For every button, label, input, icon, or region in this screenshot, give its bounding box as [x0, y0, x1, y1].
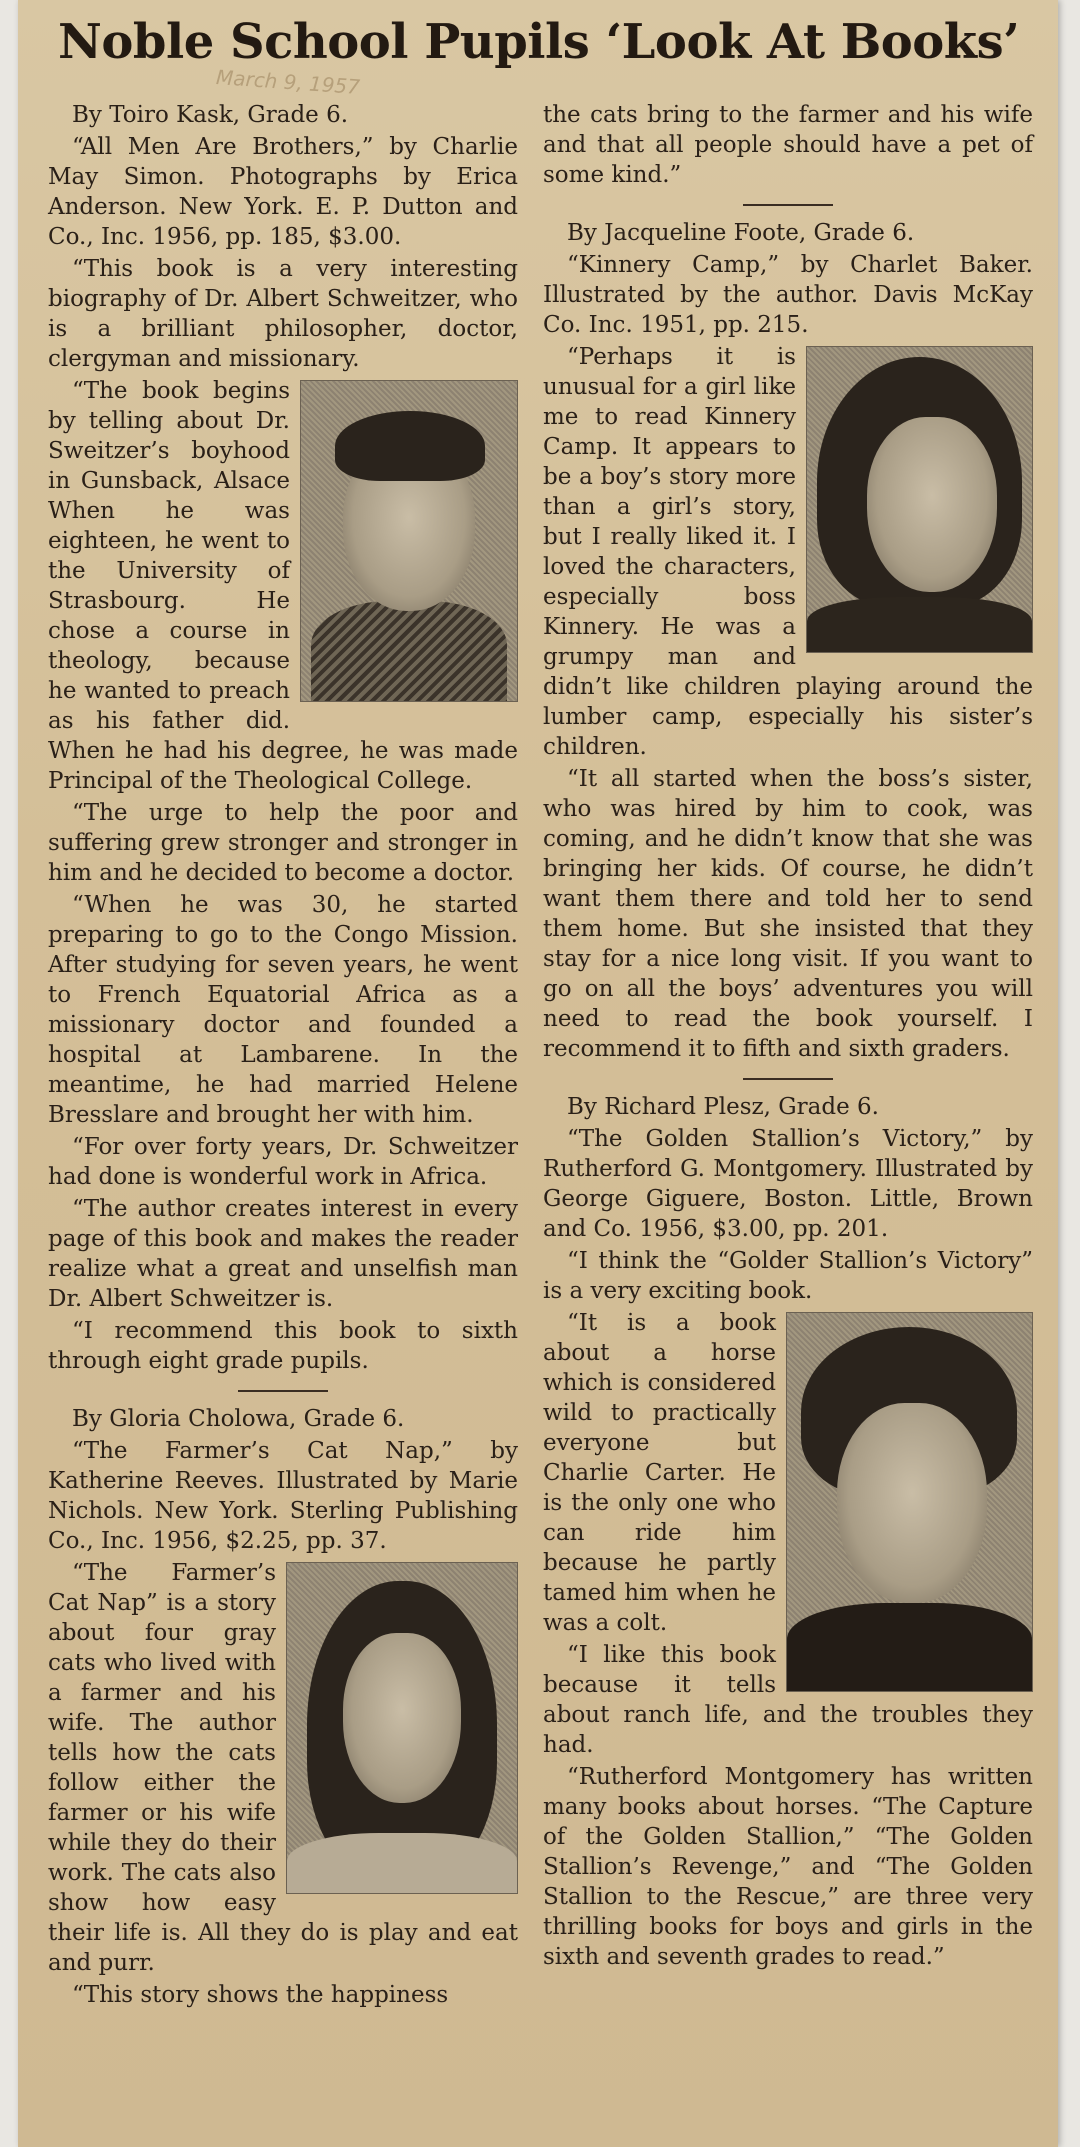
review2-continued: the cats bring to the farmer and his wife and that all people should have a pet of some kind.”	[543, 102, 1033, 188]
review4-byline: By Richard Plesz, Grade 6.	[567, 1094, 879, 1120]
review3-paragraph: “Perhaps it is unusual for a girl like me to read Kinnery Camp. It appears to be a boy’s story more than a girl’s story, but I really liked it. I loved the characters, especially boss Kinnery. He was a grumpy man and didn’t like children playing around the lumber camp, especially his sister’s children.	[543, 344, 1033, 760]
review1-paragraph: “For over forty years, Dr. Schweitzer had done is wonderful work in Africa.	[48, 1134, 518, 1190]
review1-byline: By Toiro Kask, Grade 6.	[72, 102, 349, 128]
review3-citation: “Kinnery Camp,” by Charlet Baker. Illustrated by the author. Davis McKay Co. Inc. 1951, pp. 215.	[543, 252, 1033, 338]
left-column	[48, 100, 518, 2012]
handwritten-date: March 9, 1957	[215, 65, 361, 99]
review4-citation: “The Golden Stallion’s Victory,” by Rutherford G. Montgomery. Illustrated by George Giguere, Boston. Little, Brown and Co. 1956, $3.00, pp. 201.	[543, 1126, 1033, 1242]
headline: Noble School Pupils ‘Look At Books’	[58, 14, 1020, 70]
review1-paragraph: “This book is a very interesting biography of Dr. Albert Schweitzer, who is a brilliant philosopher, doctor, clergyman and missionary.	[48, 256, 518, 372]
review1-paragraph: “The author creates interest in every page of this book and makes the reader realize what a great and unselfish man Dr. Albert Schweitzer is.	[48, 1196, 518, 1312]
review3-paragraph: “It all started when the boss’s sister, who was hired by him to cook, was coming, and he didn’t know that she was bringing her kids. Of course, he didn’t want them there and told her to send them home. But she insisted that they stay for a nice long visit. If you want to go on all the boys’ adventures you will need to read the book yourself. I recommend it to fifth and sixth graders.	[543, 766, 1033, 1062]
review2-byline: By Gloria Cholowa, Grade 6.	[72, 1406, 405, 1432]
section-divider	[743, 1078, 833, 1080]
review4-paragraph: “Rutherford Montgomery has written many books about horses. “The Capture of the Golden Stallion,” “The Golden Stallion’s Revenge,” and “The Golden Stallion to the Rescue,” are three very thrilling books for boys and girls in the sixth and seventh grades to read.”	[543, 1764, 1033, 1970]
review4-paragraph: “I like this book because it tells about ranch life, and the troubles they had.	[543, 1642, 1033, 1758]
photo-richard-plesz	[786, 1312, 1033, 1692]
review3-byline: By Jacqueline Foote, Grade 6.	[567, 220, 915, 246]
photo-jacqueline-foote	[806, 346, 1033, 653]
review2-paragraph: “This story shows the happiness	[72, 1982, 449, 2008]
section-divider	[743, 204, 833, 206]
review2-paragraph: “The Farmer’s Cat Nap” is a story about four gray cats who lived with a farmer and his wife. The author tells how the cats follow either the farmer or his wife while they do their work. The cats also show how easy their life is. All they do is play and eat and purr.	[48, 1560, 518, 1976]
review1-paragraph: “The book begins by telling about Dr. Sweitzer’s boyhood in Gunsback, Alsace When he was eighteen, he went to the University of Strasbourg. He chose a course in theology, because he wanted to preach as his father did. When he had his degree, he was made Principal of the Theological College.	[48, 378, 518, 794]
review1-paragraph: “When he was 30, he started preparing to go to the Congo Mission. After studying for seven years, he went to French Equatorial Africa as a missionary doctor and founded a hospital at Lambarene. In the meantime, he had married Helene Bresslare and brought her with him.	[48, 892, 518, 1128]
review2-citation: “The Farmer’s Cat Nap,” by Katherine Reeves. Illustrated by Marie Nichols. New York. Sterling Publishing Co., Inc. 1956, $2.25, pp. 37.	[48, 1438, 518, 1554]
newspaper-clipping	[18, 0, 1058, 2147]
section-divider	[238, 1390, 328, 1392]
review4-paragraph: “It is a book about a horse which is considered wild to practically everyone but Charlie Carter. He is the only one who can ride him because he partly tamed him when he was a colt.	[543, 1310, 776, 1636]
review4-paragraph: “I think the “Golder Stallion’s Victory” is a very exciting book.	[543, 1248, 1033, 1304]
review1-paragraph: “The urge to help the poor and suffering grew stronger and stronger in him and he decided to become a doctor.	[48, 800, 518, 886]
right-column	[543, 100, 1033, 1974]
photo-toiro-kask	[300, 380, 518, 702]
photo-gloria-cholowa	[286, 1562, 518, 1894]
review1-citation: “All Men Are Brothers,” by Charlie May Simon. Photographs by Erica Anderson. New York. E. P. Dutton and Co., Inc. 1956, pp. 185, $3.00.	[48, 134, 518, 250]
review1-paragraph: “I recommend this book to sixth through eight grade pupils.	[48, 1318, 518, 1374]
